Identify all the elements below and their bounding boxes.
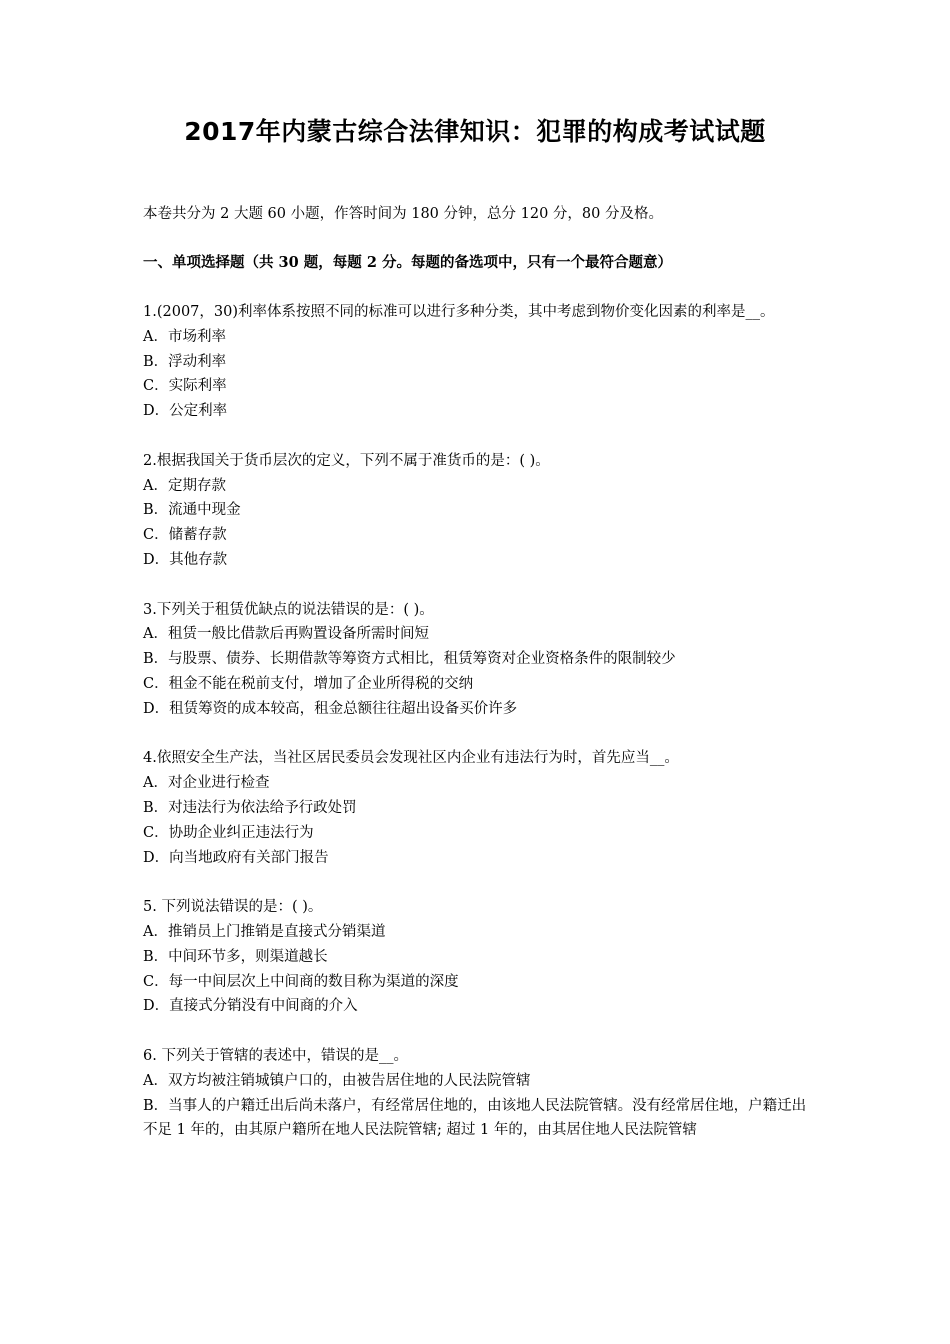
- section-heading: 一、单项选择题（共 30 题，每题 2 分。每题的备选项中，只有一个最符合题意）: [143, 254, 672, 271]
- answer-option: A．租赁一般比借款后再购置设备所需时间短: [143, 626, 429, 643]
- answer-option: A．定期存款: [143, 477, 226, 494]
- answer-option: C．协助企业纠正违法行为: [143, 824, 314, 841]
- answer-option: C．租金不能在税前支付，增加了企业所得税的交纳: [143, 675, 474, 692]
- answer-option: D．公定利率: [143, 403, 228, 420]
- question-text: 4.依照安全生产法，当社区居民委员会发现社区内企业有违法行为时，首先应当__。: [143, 750, 679, 767]
- answer-option: D．租赁筹资的成本较高，租金总额往往超出设备买价许多: [143, 700, 518, 717]
- answer-option: B．对违法行为依法给予行政处罚: [143, 799, 357, 816]
- answer-option: B．中间环节多，则渠道越长: [143, 948, 328, 965]
- answer-option: B．与股票、债券、长期借款等筹资方式相比，租赁筹资对企业资格条件的限制较少: [143, 651, 676, 668]
- question-item: [143, 1044, 815, 1143]
- question-item: [143, 300, 815, 424]
- question-text: 2.根据我国关于货币层次的定义，下列不属于准货币的是：( )。: [143, 452, 550, 469]
- question-list: [143, 300, 815, 1168]
- question-text: 5. 下列说法错误的是：( )。: [143, 899, 323, 916]
- answer-option: C．储蓄存款: [143, 527, 227, 544]
- answer-option: A．市场利率: [143, 328, 226, 345]
- answer-option: A．推销员上门推销是直接式分销渠道: [143, 923, 386, 940]
- question-item: [143, 895, 815, 1019]
- answer-option: D．其他存款: [143, 551, 228, 568]
- question-item: [143, 746, 815, 870]
- answer-option: D．向当地政府有关部门报告: [143, 849, 329, 866]
- question-item: [143, 598, 815, 722]
- question-text: 6. 下列关于管辖的表述中，错误的是__。: [143, 1047, 408, 1064]
- answer-option: A．双方均被注销城镇户口的，由被告居住地的人民法院管辖: [143, 1072, 531, 1089]
- exam-intro: 本卷共分为 2 大题 60 小题，作答时间为 180 分钟，总分 120 分，80 分及格。: [143, 206, 663, 222]
- answer-option: C．每一中间层次上中间商的数目称为渠道的深度: [143, 973, 459, 990]
- question-text: 3.下列关于租赁优缺点的说法错误的是：( )。: [143, 601, 434, 618]
- answer-option: B．浮动利率: [143, 353, 227, 370]
- answer-option: B．当事人的户籍迁出后尚未落户，有经常居住地的，由该地人民法院管辖。没有经常居住地，户籍迁出不足 1 年的，由其原户籍所在地人民法院管辖; 超过 1 年的，由其居住地人民法院管辖: [143, 1097, 807, 1139]
- answer-option: A．对企业进行检查: [143, 775, 270, 792]
- answer-option: B．流通中现金: [143, 502, 241, 519]
- answer-option: D．直接式分销没有中间商的介入: [143, 998, 358, 1015]
- question-text: 1.(2007，30)利率体系按照不同的标准可以进行多种分类，其中考虑到物价变化因素的利率是__。: [143, 304, 775, 320]
- question-item: [143, 449, 815, 573]
- answer-option: C．实际利率: [143, 378, 227, 395]
- document-title: 2017年内蒙古综合法律知识：犯罪的构成考试试题: [184, 117, 766, 146]
